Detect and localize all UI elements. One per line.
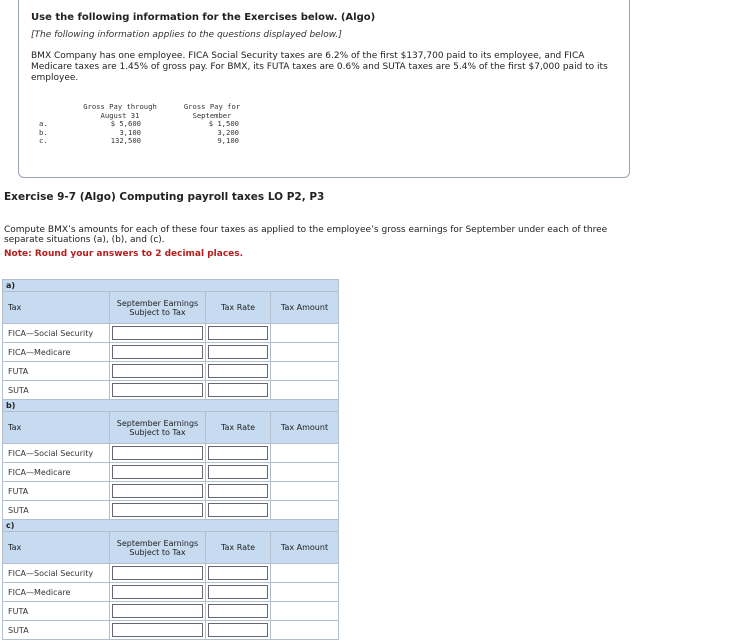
rate-input[interactable] <box>208 345 268 359</box>
tax-amount-cell <box>271 444 339 463</box>
tax-amount-cell <box>271 381 339 400</box>
rate-input[interactable] <box>208 383 268 397</box>
tax-label: FICA—Medicare <box>3 583 110 602</box>
info-note: [The following information applies to the questions displayed below.] <box>31 30 342 40</box>
earnings-input[interactable] <box>112 566 203 580</box>
exercise-description: Compute BMX’s amounts for each of these four taxes as applied to the employee’s gross earnings for September under each of three separate situations (a), (b), and (c). <box>4 225 608 245</box>
earnings-input[interactable] <box>112 446 203 460</box>
header-amount: Tax Amount <box>271 532 339 564</box>
tax-label: SUTA <box>3 621 110 640</box>
column-header-row <box>3 532 339 564</box>
column-header-row <box>3 292 339 324</box>
table-row <box>3 444 339 463</box>
tax-amount-cell <box>271 501 339 520</box>
info-title: Use the following information for the Exercises below. (Algo) <box>31 12 376 23</box>
tax-amount-cell <box>271 362 339 381</box>
earnings-input[interactable] <box>112 326 203 340</box>
tax-amount-cell <box>271 324 339 343</box>
header-rate: Tax Rate <box>206 532 271 564</box>
part-label-row <box>3 520 339 532</box>
tax-amount-cell <box>271 343 339 362</box>
header-rate: Tax Rate <box>206 412 271 444</box>
payroll-tax-worksheet <box>2 279 339 640</box>
part-label: a) <box>3 280 339 292</box>
col1-header-line1: Gross Pay through <box>83 102 157 111</box>
header-earnings: September Earnings Subject to Tax <box>110 292 206 324</box>
tax-label: FICA—Medicare <box>3 463 110 482</box>
table-row <box>3 381 339 400</box>
rate-input[interactable] <box>208 364 268 378</box>
table-row <box>3 621 339 640</box>
table-row <box>3 501 339 520</box>
header-tax: Tax <box>3 292 110 324</box>
tax-amount-cell <box>271 583 339 602</box>
rate-input[interactable] <box>208 623 268 637</box>
column-header-row <box>3 412 339 444</box>
earnings-input[interactable] <box>112 585 203 599</box>
header-tax: Tax <box>3 412 110 444</box>
rate-input[interactable] <box>208 465 268 479</box>
tax-amount-cell <box>271 463 339 482</box>
col2-header-line2: September <box>192 110 232 120</box>
part-label: b) <box>3 400 339 412</box>
tax-amount-cell <box>271 602 339 621</box>
tax-label: FICA—Social Security <box>3 324 110 343</box>
part-label: c) <box>3 520 339 532</box>
rate-input[interactable] <box>208 503 268 517</box>
table-row <box>3 482 339 501</box>
header-earnings: September Earnings Subject to Tax <box>110 532 206 564</box>
info-panel: Use the following information for the Exercises below. (Algo) [The following information applies to the questions displayed below.] BMX Company has one employee. FICA Social Security taxes are 6.2% of the first $137,700 paid to its employee, and FICA Medicare taxes are 1.45% of gross pay. For BMX, its FUTA taxes are 0.6% and SUTA taxes are 5.4% of the first $7,000 paid to its employee. Gross Pay through Gross Pay for August 31 September a. $ 5,600 $ 1,500 b. 3,100 3,200 c. 132,500 9,100 <box>18 0 630 178</box>
exercise-title: Exercise 9-7 (Algo) Computing payroll taxes LO P2, P3 <box>4 191 325 203</box>
tax-label: FUTA <box>3 482 110 501</box>
part-label-row <box>3 280 339 292</box>
earnings-input[interactable] <box>112 623 203 637</box>
table-row <box>3 583 339 602</box>
tax-label: FICA—Social Security <box>3 564 110 583</box>
earnings-input[interactable] <box>112 364 203 378</box>
tax-label: FUTA <box>3 362 110 381</box>
earnings-input[interactable] <box>112 345 203 359</box>
rate-input[interactable] <box>208 566 268 580</box>
col2-header-line1: Gross Pay for <box>183 102 241 111</box>
tax-label: SUTA <box>3 501 110 520</box>
header-amount: Tax Amount <box>271 292 339 324</box>
table-row <box>3 324 339 343</box>
earnings-input[interactable] <box>112 503 203 517</box>
header-rate: Tax Rate <box>206 292 271 324</box>
header-amount: Tax Amount <box>271 412 339 444</box>
rate-input[interactable] <box>208 446 268 460</box>
table-row <box>3 343 339 362</box>
earnings-input[interactable] <box>112 465 203 479</box>
rounding-note: Note: Round your answers to 2 decimal places. <box>4 249 244 259</box>
earnings-input[interactable] <box>112 604 203 618</box>
rate-input[interactable] <box>208 585 268 599</box>
col1-header-line2: August 31 <box>100 110 140 120</box>
tax-label: SUTA <box>3 381 110 400</box>
tax-label: FICA—Medicare <box>3 343 110 362</box>
rate-input[interactable] <box>208 604 268 618</box>
part-label-row <box>3 400 339 412</box>
earnings-input[interactable] <box>112 484 203 498</box>
tax-amount-cell <box>271 482 339 501</box>
table-row <box>3 463 339 482</box>
tax-amount-cell <box>271 564 339 583</box>
earnings-input[interactable] <box>112 383 203 397</box>
tax-label: FUTA <box>3 602 110 621</box>
rate-input[interactable] <box>208 484 268 498</box>
info-body: BMX Company has one employee. FICA Social Security taxes are 6.2% of the first $137,700 paid to its employee, and FICA Medicare taxes are 1.45% of gross pay. For BMX, its FUTA taxes are 0.6% and SUTA taxes are 5.4% of the first $7,000 paid to its employee. <box>31 51 608 83</box>
table-row <box>3 602 339 621</box>
header-earnings: September Earnings Subject to Tax <box>110 412 206 444</box>
tax-amount-cell <box>271 621 339 640</box>
table-row <box>3 362 339 381</box>
header-tax: Tax <box>3 532 110 564</box>
tax-label: FICA—Social Security <box>3 444 110 463</box>
table-row <box>3 564 339 583</box>
rate-input[interactable] <box>208 326 268 340</box>
